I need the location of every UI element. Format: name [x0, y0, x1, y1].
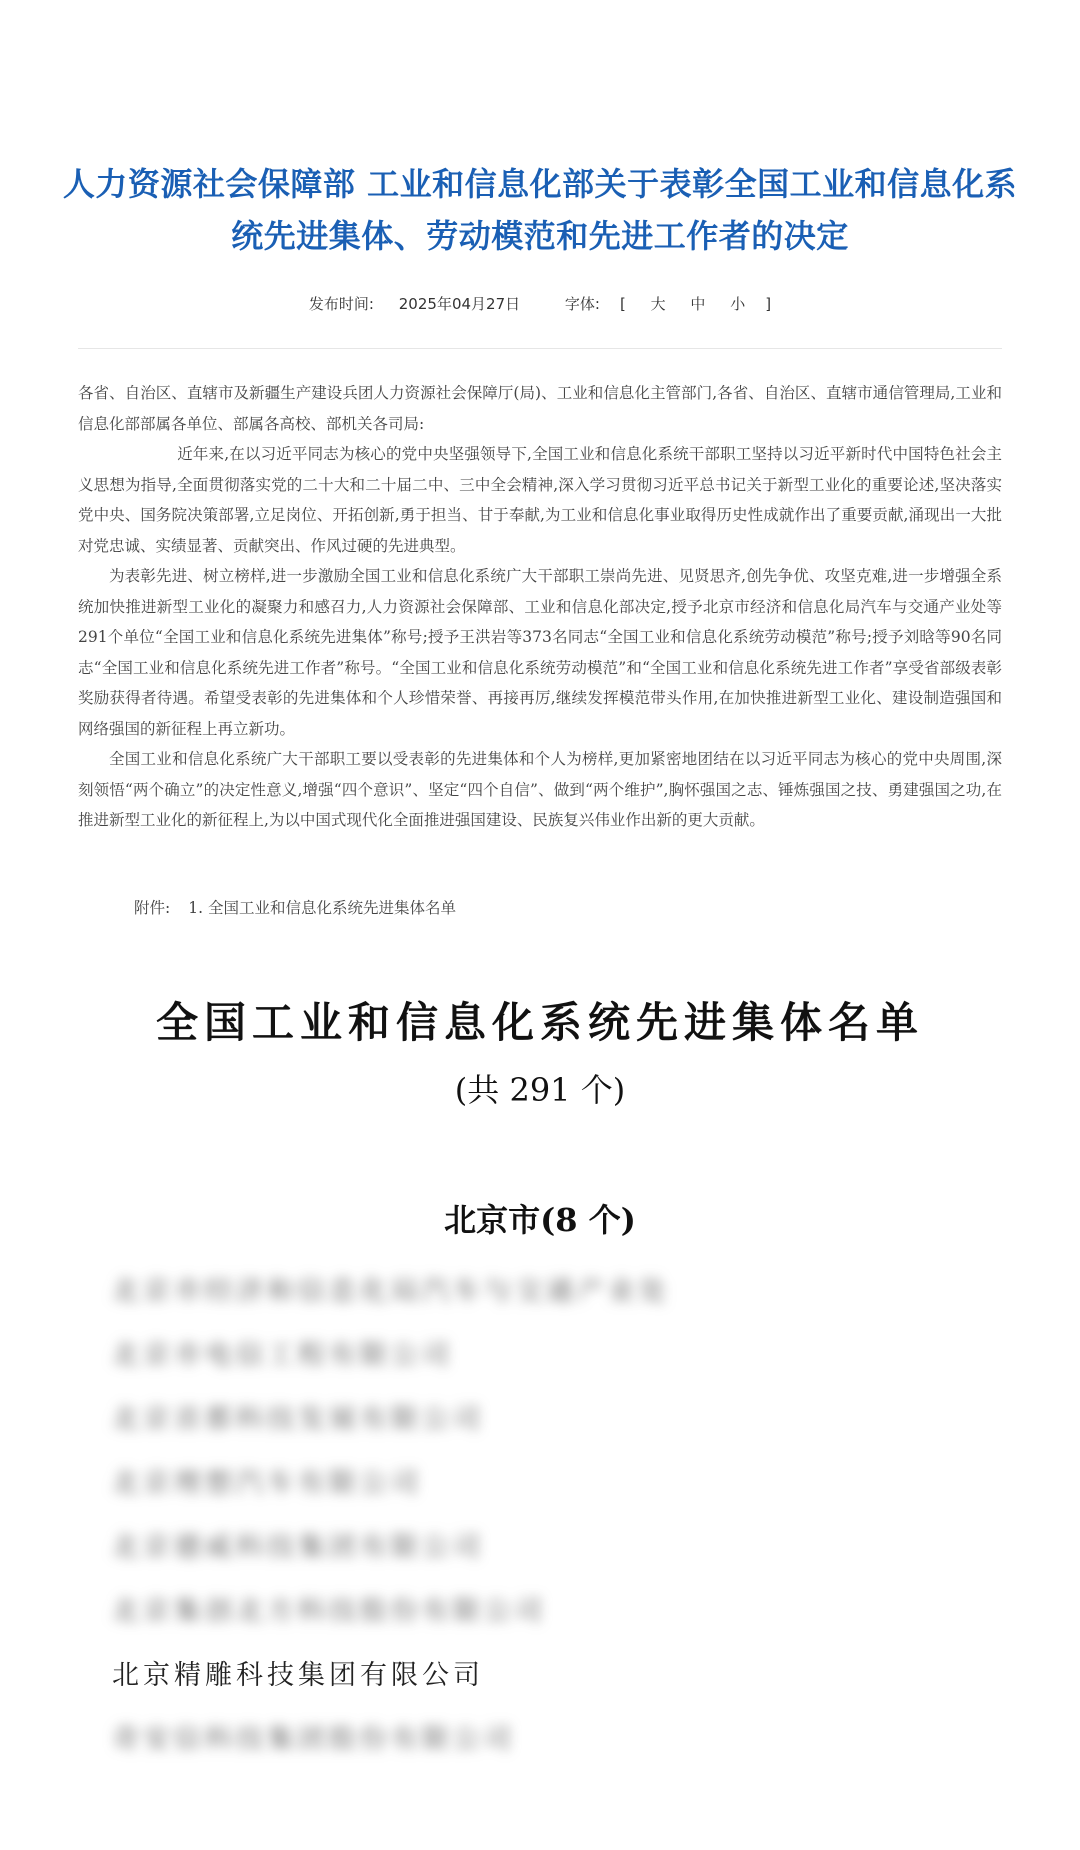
attachment-label: 附件: — [134, 899, 171, 917]
font-size-large-link[interactable]: 大 — [650, 295, 666, 313]
list-title: 全国工业和信息化系统先进集体名单 — [155, 998, 924, 1047]
font-size-control — [555, 295, 781, 313]
font-size-small-link[interactable]: 小 — [730, 295, 746, 313]
article-meta — [0, 293, 1080, 314]
publish-label: 发布时间: — [308, 295, 374, 313]
attachment-line — [134, 896, 456, 918]
font-size-medium-link[interactable]: 中 — [690, 295, 706, 313]
org-list-item: 奇安信科技集团股份有限公司 — [112, 1724, 515, 1755]
org-list-item: 北京市经济和信息化局汽车与交通产业处 — [112, 1276, 670, 1307]
publish-date: 2025年04月27日 — [398, 295, 521, 313]
org-list-item: 北京精雕科技集团有限公司 — [112, 1660, 484, 1691]
body-paragraph: 近年来,在以习近平同志为核心的党中央坚强领导下,全国工业和信息化系统干部职工坚持以习近平新时代中国特色社会主义思想为指导,全面贯彻落实党的二十大和二十届二中、三中全会精神,深入学习贯彻习近平总书记关于新型工业化的重要论述,坚决落实党中央、国务院决策部署,立足岗位、开拓创新,勇于担当、甘于奉献,为工业和信息化事业取得历史性成就作出了重要贡献,涌现出一大批对党忠诚、实绩显著、贡献突出、作风过硬的先进典型。 — [78, 445, 1002, 555]
attachment-link[interactable]: 1. 全国工业和信息化系统先进集体名单 — [188, 899, 456, 917]
body-paragraph: 为表彰先进、树立榜样,进一步激励全国工业和信息化系统广大干部职工崇尚先进、见贤思齐,创先争优、攻坚克难,进一步增强全系统加快推进新型工业化的凝聚力和感召力,人力资源社会保障部、工业和信息化部决定,授予北京市经济和信息化局汽车与交通产业处等291个单位“全国工业和信息化系统先进集体”称号;授予王洪岩等373名同志“全国工业和信息化系统劳动模范”称号;授予刘晗等90名同志“全国工业和信息化系统先进工作者”称号。“全国工业和信息化系统劳动模范”和“全国工业和信息化系统先进工作者”享受省部级表彰奖励获得者待遇。希望受表彰的先进集体和个人珍惜荣誉、再接再厉,继续发挥模范带头作用,在加快推进新型工业化、建设制造强国和网络强国的新征程上再立新功。 — [78, 567, 1002, 738]
header-divider — [78, 348, 1002, 349]
org-list-item: 北京德威科技集团有限公司 — [112, 1532, 484, 1563]
org-list-item: 北京市电信工程有限公司 — [112, 1340, 453, 1371]
org-list — [112, 1260, 972, 1772]
list-count: (共 291 个) — [454, 1071, 626, 1109]
region-heading: 北京市(8 个) — [444, 1201, 636, 1239]
org-list-item: 北京集创北方科技股份有限公司 — [112, 1596, 546, 1627]
publish-info — [299, 295, 535, 313]
body-paragraph: 全国工业和信息化系统广大干部职工要以受表彰的先进集体和个人为榜样,更加紧密地团结在以习近平同志为核心的党中央周围,深刻领悟“两个确立”的决定性意义,增强“四个意识”、坚定“四个自信”、做到“两个维护”,胸怀强国之志、锤炼强国之技、勇建强国之功,在推进新型工业化的新征程上,为以中国式现代化全面推进强国建设、民族复兴伟业作出新的更大贡献。 — [78, 750, 1002, 829]
salutation-paragraph: 各省、自治区、直辖市及新疆生产建设兵团人力资源社会保障厅(局)、工业和信息化主管部门,各省、自治区、直辖市通信管理局,工业和信息化部部属各单位、部属各高校、部机关各司局: — [78, 384, 1002, 433]
font-bracket-open: [ — [619, 295, 626, 313]
article-body — [78, 378, 1002, 836]
org-list-item: 北京理想汽车有限公司 — [112, 1468, 422, 1499]
font-bracket-close: ] — [765, 295, 772, 313]
article-title: 人力资源社会保障部 工业和信息化部关于表彰全国工业和信息化系统先进集体、劳动模范和先进工作者的决定 — [62, 165, 1018, 255]
org-list-item: 北京首都科技发展有限公司 — [112, 1404, 484, 1435]
font-label: 字体: — [564, 295, 600, 313]
